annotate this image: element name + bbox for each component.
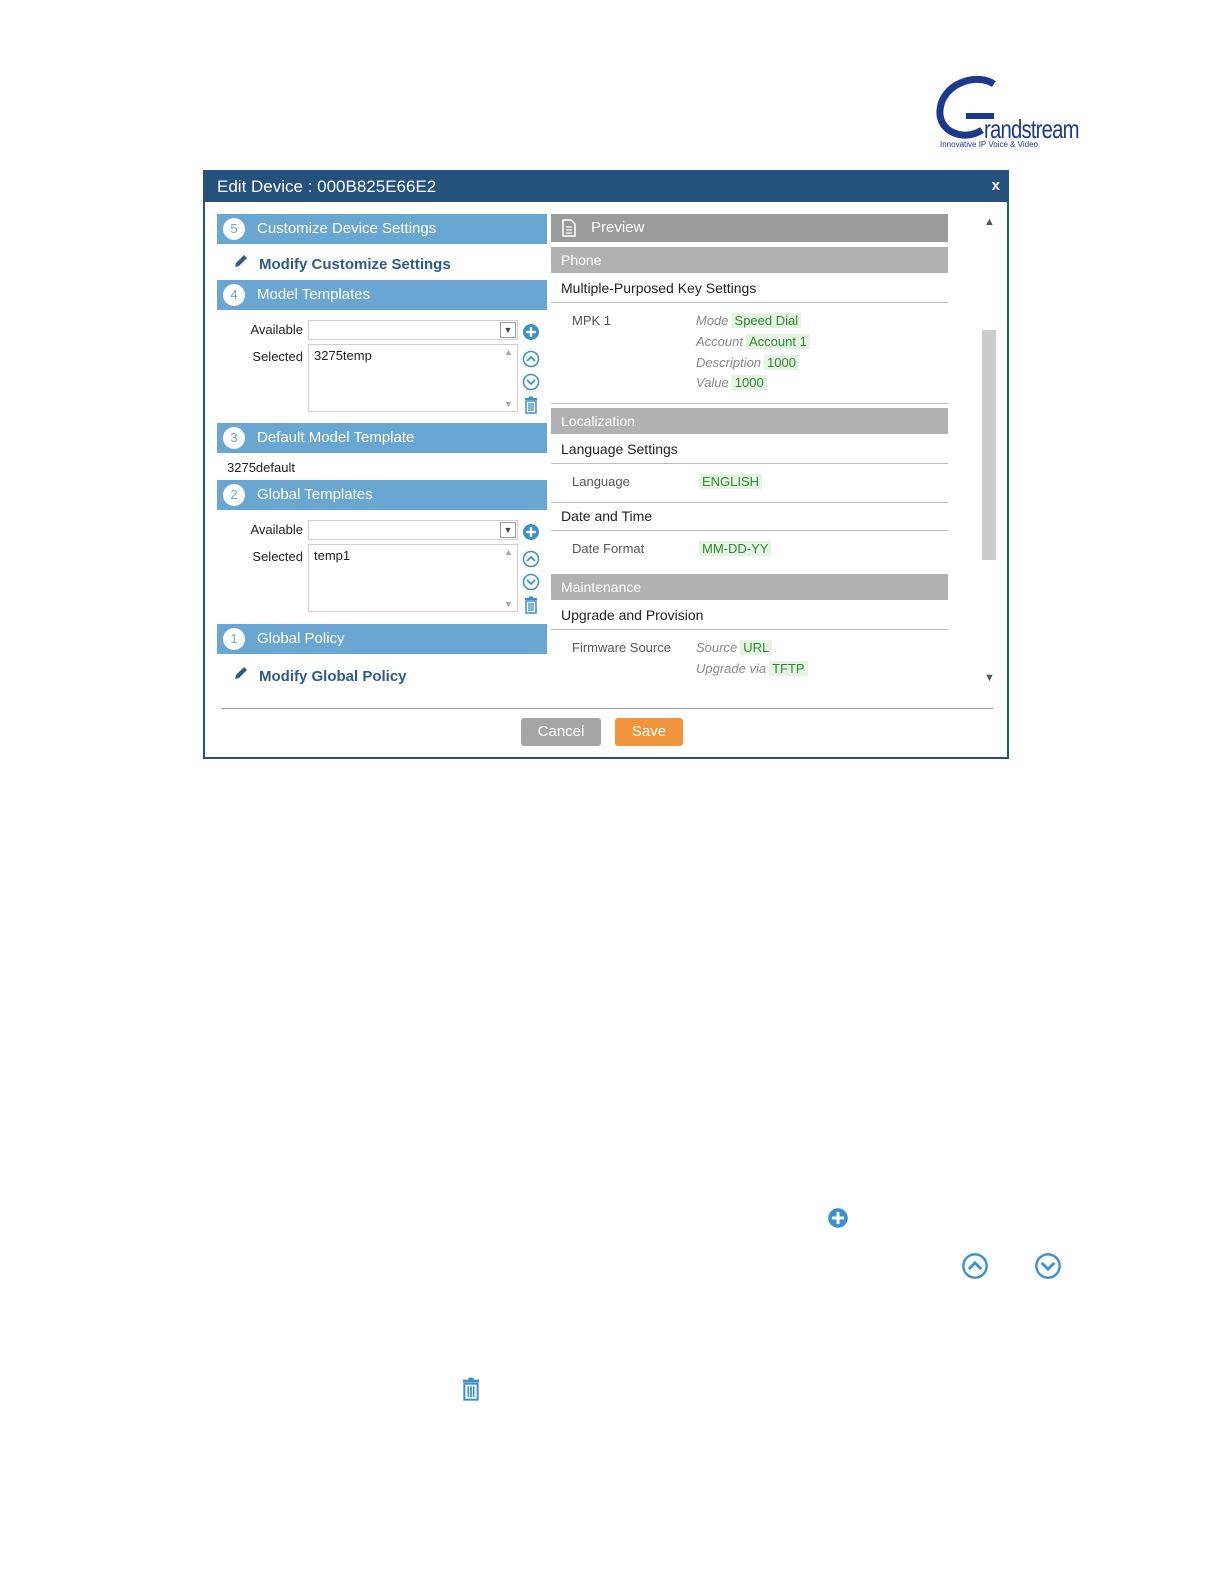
available-label: Available xyxy=(250,522,303,537)
cancel-button[interactable]: Cancel xyxy=(521,718,601,746)
modify-customize-settings-link[interactable] xyxy=(233,253,451,273)
logo-tagline: Innovative IP Voice & Video xyxy=(940,140,1038,149)
add-icon[interactable] xyxy=(522,523,540,541)
preview-maintenance-header: Maintenance xyxy=(551,574,948,602)
global-available-select[interactable] xyxy=(308,520,518,540)
dialog-title: Edit Device : 000B825E66E2 xyxy=(217,177,437,196)
step-number: 1 xyxy=(223,628,245,650)
chevron-down-icon[interactable]: ▼ xyxy=(500,522,516,538)
move-down-icon xyxy=(1034,1252,1062,1280)
modify-global-policy-link[interactable] xyxy=(233,665,407,685)
move-up-icon[interactable] xyxy=(522,350,540,368)
step-number: 2 xyxy=(223,484,245,506)
pencil-icon xyxy=(233,665,251,685)
preview-title: Preview xyxy=(591,219,645,236)
chevron-down-icon[interactable]: ▼ xyxy=(500,322,516,338)
save-button[interactable]: Save xyxy=(615,718,683,746)
preview-header xyxy=(551,214,948,242)
list-item[interactable]: 3275temp xyxy=(314,348,372,363)
preview-scrollbar[interactable] xyxy=(982,214,998,686)
selected-label: Selected xyxy=(252,549,303,564)
move-down-icon[interactable] xyxy=(522,573,540,591)
model-selected-list[interactable] xyxy=(308,344,518,412)
section-global-policy[interactable] xyxy=(217,624,547,654)
preview-phone-header: Phone xyxy=(551,247,948,275)
trash-icon[interactable] xyxy=(522,396,540,414)
global-selected-list[interactable] xyxy=(308,544,518,612)
section-global-templates[interactable] xyxy=(217,480,547,510)
preview-language-row: Language ENGLISH xyxy=(551,464,948,503)
selected-label: Selected xyxy=(252,349,303,364)
scroll-up-icon[interactable]: ▲ xyxy=(984,216,995,228)
preview-dateformat-row: Date Format MM-DD-YY xyxy=(551,531,948,569)
add-icon xyxy=(827,1207,849,1229)
move-down-icon[interactable] xyxy=(522,373,540,391)
step-number: 5 xyxy=(223,218,245,240)
section-label: Default Model Template xyxy=(257,429,415,446)
dialog-titlebar xyxy=(205,172,1007,202)
description-attr: Description 1000 xyxy=(696,355,799,370)
mode-attr: Mode Speed Dial xyxy=(696,313,801,328)
section-label: Global Policy xyxy=(257,630,345,647)
close-button[interactable]: x xyxy=(991,177,1000,194)
available-label: Available xyxy=(250,322,303,337)
model-available-select[interactable] xyxy=(308,320,518,340)
move-up-icon[interactable] xyxy=(522,550,540,568)
account-attr: Account Account 1 xyxy=(696,334,810,349)
list-item[interactable]: temp1 xyxy=(314,548,351,563)
preview-panel xyxy=(551,214,948,686)
scroll-down-icon[interactable]: ▼ xyxy=(984,672,995,684)
trash-icon xyxy=(459,1377,483,1401)
preview-firmware-row: Firmware Source Source URL Upgrade via TFTP xyxy=(551,630,948,686)
section-default-model-template[interactable] xyxy=(217,423,547,453)
preview-mpk-group: Multiple-Purposed Key Settings xyxy=(551,275,948,303)
section-label: Model Templates xyxy=(257,286,371,303)
value-attr: Value 1000 xyxy=(696,375,767,390)
section-customize-device-settings[interactable] xyxy=(217,214,547,244)
list-scrollbar[interactable]: ▲ ▼ xyxy=(504,547,513,609)
section-model-templates[interactable] xyxy=(217,280,547,310)
list-scrollbar[interactable]: ▲ ▼ xyxy=(504,347,513,409)
grandstream-logo xyxy=(936,76,1079,152)
move-up-icon xyxy=(961,1252,989,1280)
trash-icon[interactable] xyxy=(522,596,540,614)
scroll-thumb[interactable] xyxy=(982,330,996,560)
edit-device-dialog xyxy=(203,170,1009,759)
mpk-key: MPK 1 xyxy=(572,313,612,328)
step-number: 4 xyxy=(223,284,245,306)
pencil-icon xyxy=(233,253,251,273)
section-label: Global Templates xyxy=(257,486,373,503)
section-label: Customize Device Settings xyxy=(257,220,437,237)
link-label: Modify Customize Settings xyxy=(259,256,451,273)
document-icon xyxy=(561,219,577,237)
preview-datetime-group: Date and Time xyxy=(551,503,948,531)
preview-language-group: Language Settings xyxy=(551,436,948,464)
preview-localization-header: Localization xyxy=(551,408,948,436)
preview-mpk-row xyxy=(551,303,948,404)
add-icon[interactable] xyxy=(522,323,540,341)
default-model-value: 3275default xyxy=(227,460,295,475)
preview-upgrade-group: Upgrade and Provision xyxy=(551,602,948,630)
logo-wordmark: randstream xyxy=(984,114,1079,144)
step-number: 3 xyxy=(223,427,245,449)
divider xyxy=(221,708,993,709)
link-label: Modify Global Policy xyxy=(259,668,407,685)
